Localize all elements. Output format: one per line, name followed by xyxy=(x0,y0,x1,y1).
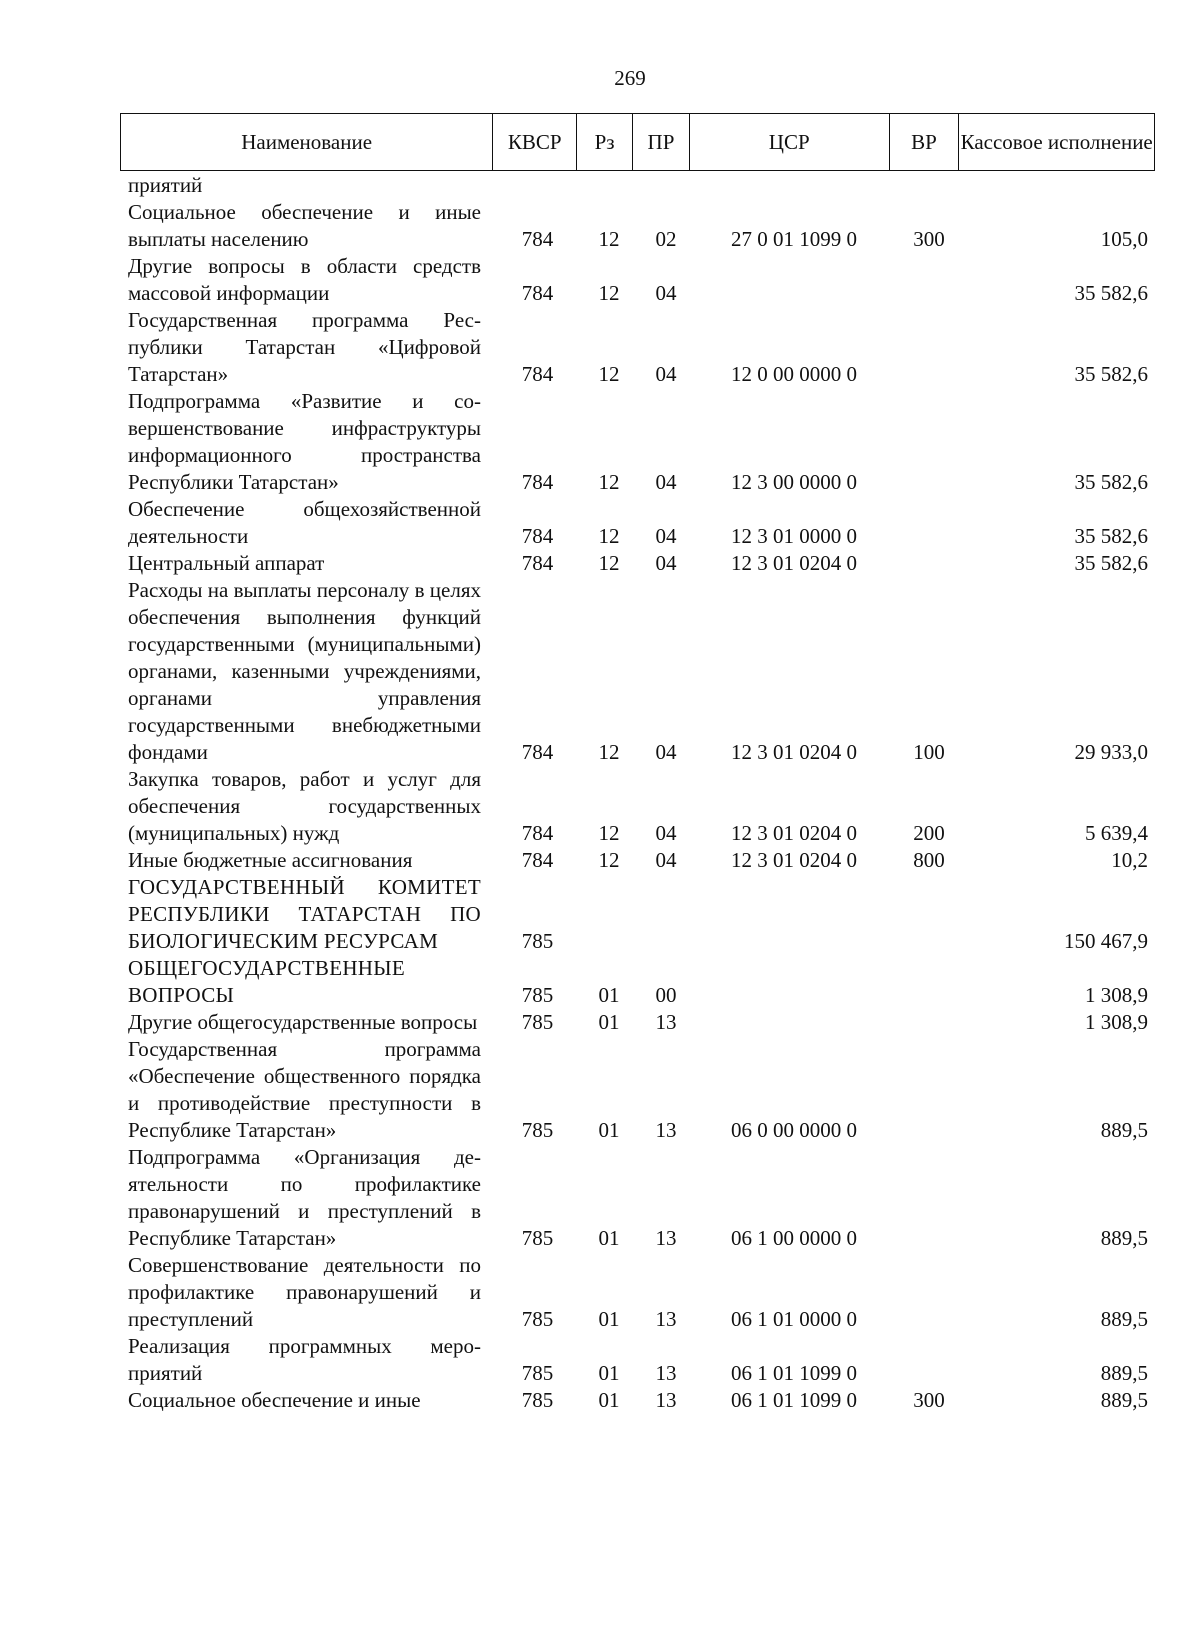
cell-csr: 06 1 00 0000 0 xyxy=(731,1226,857,1250)
cell-name: ОБЩЕГОСУДАРСТВЕННЫЕ ВОПРОСЫ xyxy=(128,956,406,1007)
cell-kas: 35 582,6 xyxy=(1074,362,1148,386)
cell-name: Подпрограмма «Развитие и совершенствование инфраструктуры информационного пространства Республики Татарстан» xyxy=(128,389,481,494)
cell-kas: 29 933,0 xyxy=(1074,740,1148,764)
cell-csr: 12 3 01 0204 0 xyxy=(731,740,857,764)
page-number: 269 xyxy=(614,66,646,90)
cell-kas: 35 582,6 xyxy=(1074,281,1148,305)
cell-name: Реализация программных мероприятий xyxy=(128,1334,481,1385)
cell-kas: 1 308,9 xyxy=(1085,983,1148,1007)
cell-kvsr: 784 xyxy=(521,821,554,845)
cell-name: Обеспечение общехозяйственной деятельности xyxy=(128,497,481,548)
cell-kvsr: 784 xyxy=(521,470,554,494)
cell-pr: 04 xyxy=(655,281,677,305)
cell-rz: 01 xyxy=(598,1226,620,1250)
cell-kvsr: 784 xyxy=(521,524,554,548)
cell-pr: 04 xyxy=(655,740,677,764)
cell-rz: 01 xyxy=(598,1361,620,1385)
table-row xyxy=(128,199,1148,253)
cell-rz: 12 xyxy=(598,470,620,494)
cell-rz: 01 xyxy=(598,1307,620,1331)
cell-name: Государственная программа «Обеспечение общественного порядка и противодействие преступности в Республике Татарстан» xyxy=(128,1037,481,1142)
cell-vr: 100 xyxy=(913,740,945,764)
cell-kas: 889,5 xyxy=(1100,1388,1148,1412)
cell-pr: 02 xyxy=(655,227,677,251)
table-row xyxy=(128,955,1148,1009)
cell-csr: 27 0 01 1099 0 xyxy=(731,227,857,251)
header-name: Наименование xyxy=(121,114,493,170)
header-kassovoe-ispolnenie: Кассовое исполнение xyxy=(960,130,1153,154)
cell-name: Подпрограмма «Организация деятельности по профилактике правонарушений и преступлений в Республике Татарстан» xyxy=(128,1145,481,1250)
cell-rz: 12 xyxy=(598,821,620,845)
cell-rz: 12 xyxy=(598,362,620,386)
cell-pr: 04 xyxy=(655,470,677,494)
cell-pr: 13 xyxy=(655,1010,677,1034)
cell-kas: 150 467,9 xyxy=(1064,929,1148,953)
table-row xyxy=(128,874,1148,955)
table-row xyxy=(128,388,1148,496)
cell-pr: 00 xyxy=(655,983,677,1007)
table-row xyxy=(128,1036,1148,1144)
cell-vr: 300 xyxy=(913,1388,945,1412)
cell-name: ГОСУДАРСТВЕННЫЙ КОМИТЕТ РЕСПУБЛИКИ ТАТАРСТАН ПО БИОЛОГИЧЕСКИМ РЕСУРСАМ xyxy=(128,875,481,953)
cell-kas: 889,5 xyxy=(1100,1307,1148,1331)
cell-name: Расходы на выплаты персоналу в целях обеспечения выполнения функций государственными (муниципальными) органами, казенными учреждениями, органами управления государственными внебюджетными фондами xyxy=(128,578,481,764)
cell-kvsr: 784 xyxy=(521,227,554,251)
cell-kvsr: 784 xyxy=(521,740,554,764)
cell-kvsr: 785 xyxy=(521,1118,554,1142)
table-row xyxy=(128,847,1148,874)
table-row xyxy=(128,1387,1148,1414)
header-pr: ПР xyxy=(633,114,690,170)
cell-pr: 04 xyxy=(655,848,677,872)
table-header xyxy=(120,113,1155,171)
cell-csr: 06 1 01 1099 0 xyxy=(731,1361,857,1385)
cell-csr: 12 3 01 0204 0 xyxy=(731,551,857,575)
header-kvsr: КВСР xyxy=(493,114,577,170)
cell-name: Социальное обеспечение и иные выплаты населению xyxy=(128,200,481,251)
cell-kas: 10,2 xyxy=(1111,848,1148,872)
cell-kvsr: 785 xyxy=(521,1010,554,1034)
cell-name: Государственная программа Республики Татарстан «Цифровой Татарстан» xyxy=(128,308,481,386)
cell-name: Другие вопросы в области средств массовой информации xyxy=(128,254,481,305)
cell-kvsr: 784 xyxy=(521,848,554,872)
cell-kvsr: 785 xyxy=(521,983,554,1007)
cell-kas: 35 582,6 xyxy=(1074,524,1148,548)
cell-kas: 5 639,4 xyxy=(1085,821,1148,845)
table-row xyxy=(128,307,1148,388)
cell-pr: 13 xyxy=(655,1226,677,1250)
cell-rz: 12 xyxy=(598,281,620,305)
table-row xyxy=(128,577,1148,766)
cell-csr: 12 3 01 0204 0 xyxy=(731,848,857,872)
cell-csr: 06 1 01 1099 0 xyxy=(731,1388,857,1412)
cell-pr: 13 xyxy=(655,1118,677,1142)
cell-rz: 01 xyxy=(598,1388,620,1412)
cell-name: Закупка товаров, работ и услуг для обеспечения государственных (муниципальных) нужд xyxy=(128,767,481,845)
table-row xyxy=(128,550,1148,577)
cell-kvsr: 785 xyxy=(521,1307,554,1331)
cell-kas: 1 308,9 xyxy=(1085,1010,1148,1034)
table-body xyxy=(128,172,1148,1414)
cell-kvsr: 784 xyxy=(521,362,554,386)
cell-kvsr: 785 xyxy=(521,1388,554,1412)
cell-name: Иные бюджетные ассигнования xyxy=(128,848,413,872)
cell-name: Центральный аппарат xyxy=(128,551,325,575)
cell-kas: 35 582,6 xyxy=(1074,551,1148,575)
cell-pr: 04 xyxy=(655,524,677,548)
cell-csr: 12 3 01 0204 0 xyxy=(731,821,857,845)
cell-pr: 04 xyxy=(655,821,677,845)
cell-csr: 12 0 00 0000 0 xyxy=(731,362,857,386)
header-csr: ЦСР xyxy=(690,114,890,170)
cell-csr: 12 3 01 0000 0 xyxy=(731,524,857,548)
cell-rz: 12 xyxy=(598,848,620,872)
cell-pr: 04 xyxy=(655,551,677,575)
header-vr: ВР xyxy=(890,114,960,170)
table-row xyxy=(128,1333,1148,1387)
cell-kas: 889,5 xyxy=(1100,1118,1148,1142)
cell-rz: 01 xyxy=(598,983,620,1007)
cell-kas: 889,5 xyxy=(1100,1361,1148,1385)
cell-kas: 105,0 xyxy=(1100,227,1148,251)
header-rz: Рз xyxy=(577,114,633,170)
table-row xyxy=(128,1144,1148,1252)
cell-pr: 04 xyxy=(655,362,677,386)
cell-kvsr: 785 xyxy=(521,1226,554,1250)
cell-name: Социальное обеспечение и иные xyxy=(128,1388,421,1412)
cell-csr: 06 1 01 0000 0 xyxy=(731,1307,857,1331)
cell-kvsr: 784 xyxy=(521,281,554,305)
cell-rz: 12 xyxy=(598,227,620,251)
cell-name: Другие общегосударственные вопросы xyxy=(128,1010,478,1034)
table-row xyxy=(128,172,1148,199)
cell-vr: 300 xyxy=(913,227,945,251)
cell-rz: 01 xyxy=(598,1118,620,1142)
cell-vr: 800 xyxy=(913,848,945,872)
cell-kvsr: 785 xyxy=(521,1361,554,1385)
cell-csr: 06 0 00 0000 0 xyxy=(731,1118,857,1142)
cell-name: Совершенствование деятельности по профилактике правонарушений и преступлений xyxy=(128,1253,481,1331)
cell-pr: 13 xyxy=(655,1307,677,1331)
cell-rz: 12 xyxy=(598,524,620,548)
table-row xyxy=(128,766,1148,847)
cell-rz: 12 xyxy=(598,551,620,575)
cell-kas: 889,5 xyxy=(1100,1226,1148,1250)
cell-pr: 13 xyxy=(655,1388,677,1412)
table-row xyxy=(128,496,1148,550)
cell-rz: 12 xyxy=(598,740,620,764)
cell-kvsr: 784 xyxy=(521,551,554,575)
cell-name: приятий xyxy=(128,173,203,197)
table-row xyxy=(128,1009,1148,1036)
cell-kvsr: 785 xyxy=(521,929,554,953)
table-row xyxy=(128,253,1148,307)
cell-vr: 200 xyxy=(913,821,945,845)
cell-pr: 13 xyxy=(655,1361,677,1385)
cell-rz: 01 xyxy=(598,1010,620,1034)
table-row xyxy=(128,1252,1148,1333)
cell-csr: 12 3 00 0000 0 xyxy=(731,470,857,494)
cell-kas: 35 582,6 xyxy=(1074,470,1148,494)
